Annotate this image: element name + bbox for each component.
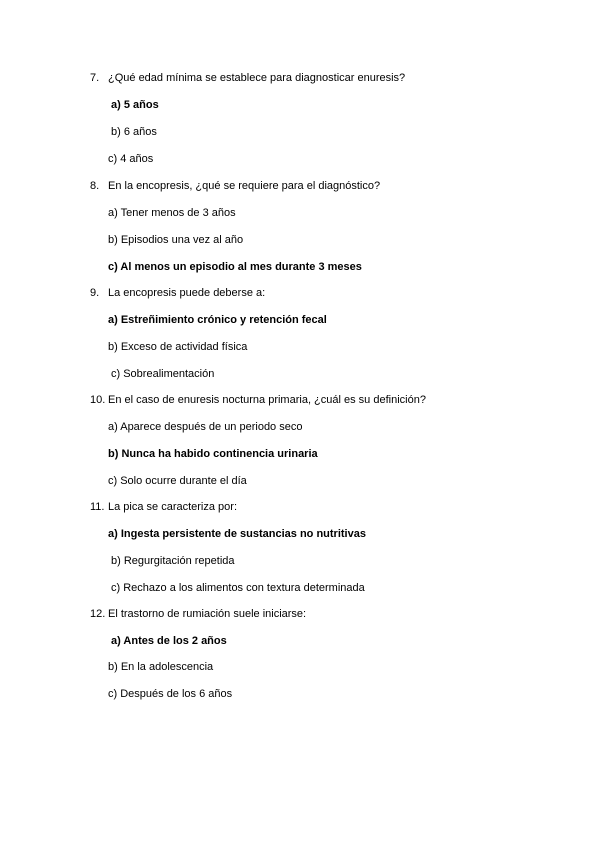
- question-text: La pica se caracteriza por:: [108, 501, 238, 513]
- answer-option: c) Al menos un episodio al mes durante 3 meses: [108, 261, 362, 273]
- answer-option: c) Sobrealimentación: [111, 368, 215, 380]
- question-number: 10.: [90, 394, 106, 406]
- question-text: El trastorno de rumiación suele iniciarse:: [108, 608, 307, 620]
- answer-option: a) Antes de los 2 años: [111, 635, 227, 647]
- answer-option: b) Exceso de actividad física: [108, 341, 248, 353]
- question-text: En la encopresis, ¿qué se requiere para el diagnóstico?: [108, 180, 381, 192]
- answer-option: b) Regurgitación repetida: [111, 555, 235, 567]
- answer-option: c) 4 años: [108, 153, 154, 165]
- question-text: ¿Qué edad mínima se establece para diagnosticar enuresis?: [108, 72, 406, 84]
- answer-option: b) Nunca ha habido continencia urinaria: [108, 448, 318, 460]
- question-number: 11.: [90, 501, 105, 513]
- answer-option: a) Tener menos de 3 años: [108, 207, 236, 219]
- answer-option: a) Estreñimiento crónico y retención fecal: [108, 314, 327, 326]
- question-number: 9.: [90, 287, 100, 299]
- answer-option: c) Rechazo a los alimentos con textura determinada: [111, 582, 365, 594]
- answer-option: a) Ingesta persistente de sustancias no nutritivas: [108, 528, 366, 540]
- answer-option: c) Después de los 6 años: [108, 688, 233, 700]
- question-text: La encopresis puede deberse a:: [108, 287, 266, 299]
- answer-option: b) 6 años: [111, 126, 157, 138]
- answer-option: b) Episodios una vez al año: [108, 234, 244, 246]
- question-number: 7.: [90, 72, 100, 84]
- answer-option: a) 5 años: [111, 99, 159, 111]
- answer-option: b) En la adolescencia: [108, 661, 214, 673]
- question-text: En el caso de enuresis nocturna primaria, ¿cuál es su definición?: [108, 394, 426, 406]
- question-number: 8.: [90, 180, 100, 192]
- answer-option: c) Solo ocurre durante el día: [108, 475, 247, 487]
- answer-option: a) Aparece después de un periodo seco: [108, 421, 303, 433]
- question-number: 12.: [90, 608, 106, 620]
